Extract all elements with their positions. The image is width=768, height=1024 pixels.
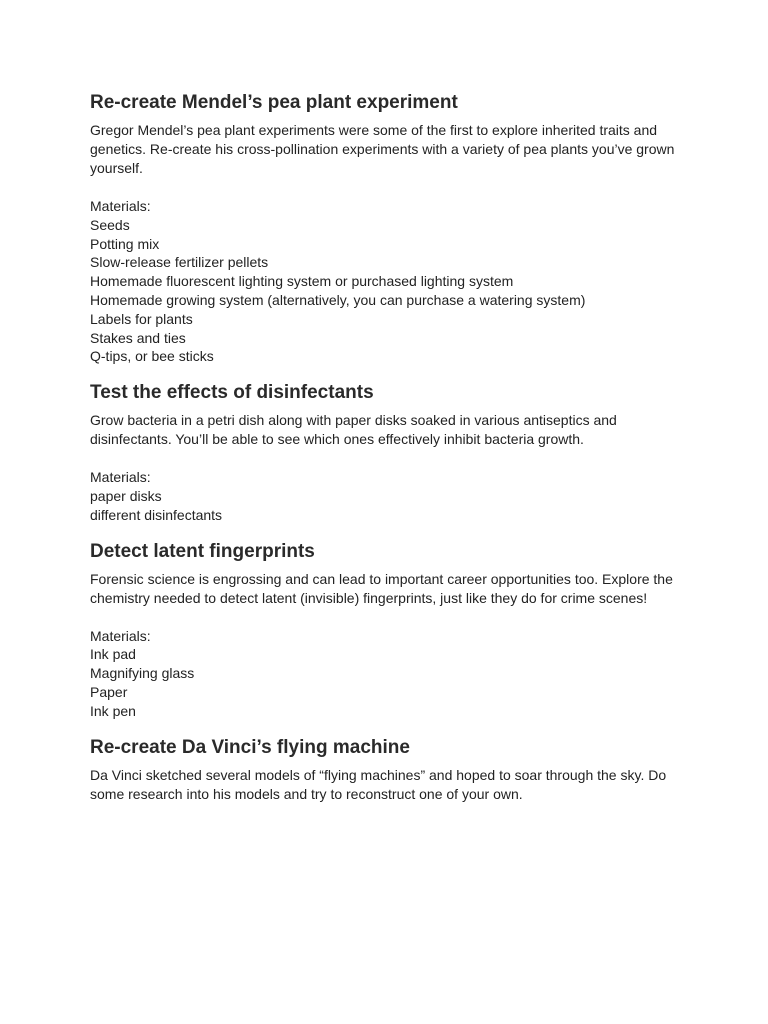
section-mendel xyxy=(90,90,690,380)
section-paragraph: Grow bacteria in a petri dish along with paper disks soaked in various antiseptics and disinfectants. You’ll be able to see which ones effectively inhibit bacteria growth. xyxy=(90,412,617,448)
section-paragraph: Gregor Mendel’s pea plant experiments were some of the first to explore inherited traits and genetics. Re-create his cross-pollination experiments with a variety of pea plants you’ve grown yourself. xyxy=(90,122,675,176)
material-item: paper disks xyxy=(90,487,162,504)
section-paragraph: Forensic science is engrossing and can lead to important career opportunities too. Explore the chemistry needed to detect latent (invisible) fingerprints, just like they do for crime scenes! xyxy=(90,570,673,606)
material-item: Magnifying glass xyxy=(90,665,195,682)
materials-label: Materials: xyxy=(90,627,151,644)
document-page xyxy=(90,90,690,804)
materials-label: Materials: xyxy=(90,198,151,214)
material-item: different disinfectants xyxy=(90,506,223,523)
material-item: Paper xyxy=(90,683,128,700)
section-paragraph: Da Vinci sketched several models of “flying machines” and hoped to soar through the sky. Do some research into his models and try to reconstruct one of your own. xyxy=(90,766,667,802)
material-item: Labels for plants xyxy=(90,310,193,327)
material-item: Ink pen xyxy=(90,702,136,719)
material-item: Homemade fluorescent lighting system or purchased lighting system xyxy=(90,273,514,290)
section-fingerprints xyxy=(90,539,690,735)
section-heading: Test the effects of disinfectants xyxy=(90,382,374,404)
section-heading: Re-create Mendel’s pea plant experiment xyxy=(90,92,458,113)
material-item: Q-tips, or bee sticks xyxy=(90,348,214,365)
materials-label: Materials: xyxy=(90,469,151,486)
section-heading: Detect latent fingerprints xyxy=(90,540,315,562)
material-item: Seeds xyxy=(90,216,130,233)
material-item: Homemade growing system (alternatively, you can purchase a watering system) xyxy=(90,291,586,308)
section-disinfectants xyxy=(90,380,690,538)
material-item: Ink pad xyxy=(90,646,136,663)
material-item: Potting mix xyxy=(90,235,160,252)
section-da-vinci xyxy=(90,735,690,804)
section-heading: Re-create Da Vinci’s flying machine xyxy=(90,736,410,758)
material-item: Stakes and ties xyxy=(90,329,186,346)
material-item: Slow-release fertilizer pellets xyxy=(90,254,269,271)
